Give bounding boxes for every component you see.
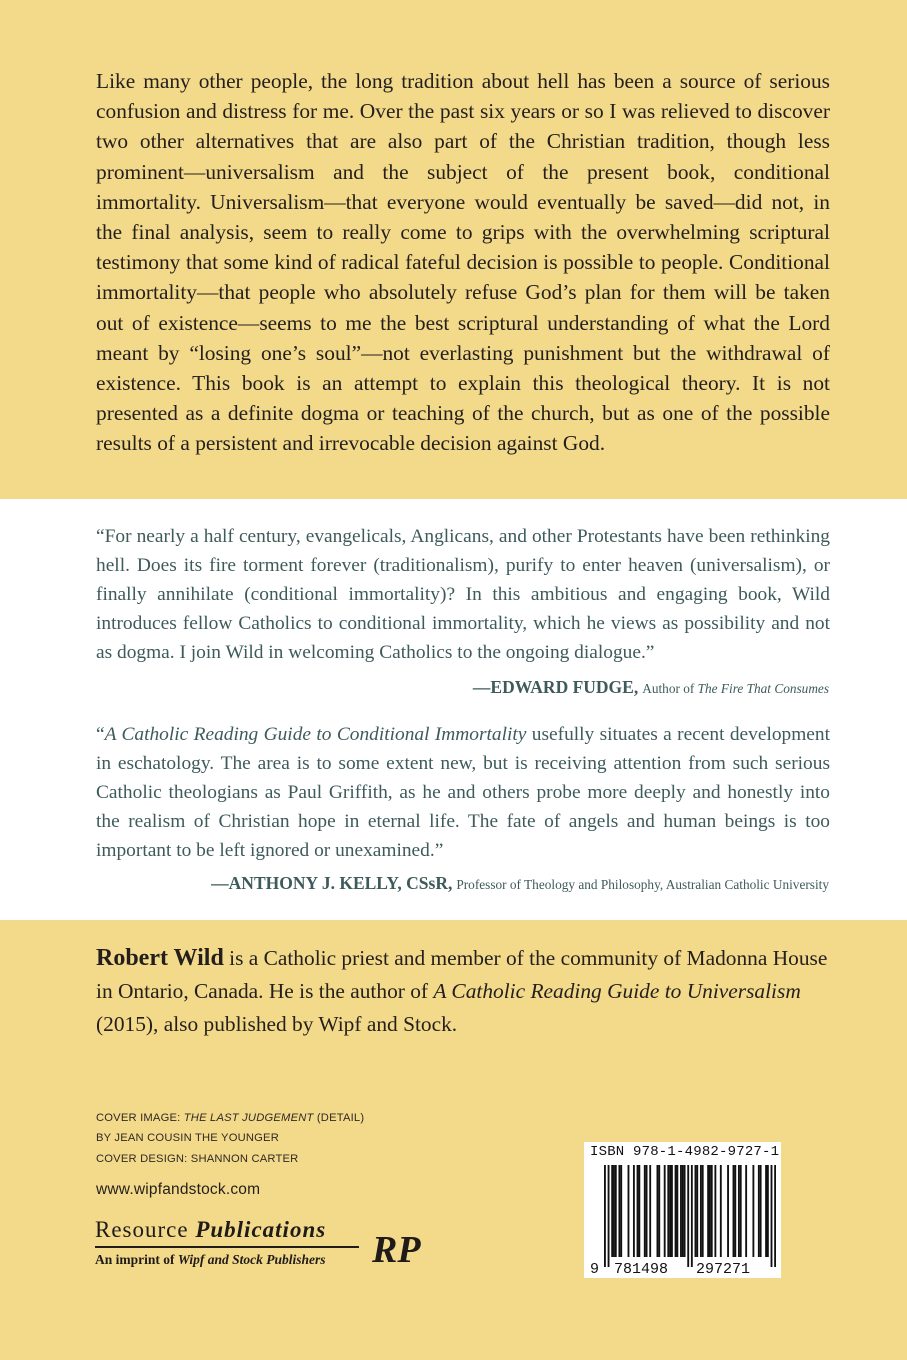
author-bio: Robert Wild is a Catholic priest and member of the community of Madonna House in Ontario, Canada. He is the author of A Catholic Reading Guide to Universalism (2015), also published by Wipf and Stock. [96,945,828,1036]
endorsement-quote-fudge: “For nearly a half century, evangelicals, Anglicans, and other Protestants have been rethinking hell. Does its fire torment forever (traditionalism), purify to enter heaven (universalism), or finally annihilate (conditional immortality)? In this ambitious and engaging book, Wild introduces fellow Catholics to conditional immortality, which he views as possibility and not as dogma. I join Wild in welcoming Catholics to the ongoing dialogue.” [96,526,830,663]
barcode-bar [657,1165,659,1257]
barcode-bar [707,1165,709,1257]
barcode-bar [774,1165,776,1267]
barcode-bar [767,1165,769,1257]
barcode-bar [638,1165,640,1257]
barcode-bar [671,1165,673,1257]
barcode-bar [714,1165,716,1257]
barcode-bar [733,1165,735,1257]
isbn-first-digit: 9 [590,1261,600,1275]
cover-image-artist: BY JEAN COUSIN THE YOUNGER [96,1132,279,1145]
barcode-bar [664,1165,666,1257]
book-description: Like many other people, the long tradition about hell has been a source of serious confusion and distress for me. Over the past six years or so I was relieved to discover two other alternatives that are also part of the Christian tradition, though less prominent—universalism and the subject of the present book, conditional immortality. Universalism—that everyone would eventually be saved—did not, in the final analysis, seem to really come to grips with the overwhelming scriptural testimony that some kind of radical fateful decision is possible to people. Conditional immortality—that people who absolutely refuse God’s plan for them will be taken out of existence—seems to me the best scriptural understanding of what the Lord meant by “losing one’s soul”—not everlasting punishment but the withdrawal of existence. This book is an attempt to explain this theological theory. It is not presented as a definite dogma or teaching of the church, but as one of the possible results of a persistent and irrevocable decision against God. [96,69,830,456]
endorser-name: —EDWARD FUDGE, [472,677,639,697]
endorsement-attribution-fudge [473,677,829,698]
endorsement-attribution-kelly [211,873,829,894]
barcode-bar [611,1165,613,1257]
barcode-bar [738,1165,740,1257]
endorser-role: Professor of Theology and Philosophy, Australian Catholic University [456,877,829,892]
author-name: Robert Wild [96,945,224,971]
barcode-icon [590,1165,776,1275]
barcode-bar [676,1165,678,1257]
barcode-bar [740,1165,742,1257]
barcode-bar [649,1165,651,1257]
barcode-bar [709,1165,711,1257]
barcode-bar [771,1165,773,1267]
barcode-bar [680,1165,682,1257]
barcode-bar [644,1165,646,1257]
barcode-bar [615,1165,617,1257]
barcode-bar [687,1165,689,1267]
isbn-left-group: 781498 [614,1261,669,1275]
cover-design-credit: COVER DESIGN: SHANNON CARTER [96,1152,299,1165]
barcode-bars [604,1165,776,1267]
barcode-bar [760,1165,762,1257]
barcode-bar [637,1165,639,1257]
barcode-bar [608,1165,610,1267]
cover-credits [96,1108,364,1169]
isbn-right-group: 297271 [696,1261,751,1275]
barcode-bar [720,1165,722,1257]
publisher-website: www.wipfandstock.com [96,1181,261,1198]
barcode-bar [758,1165,760,1257]
publisher-imprint: An imprint of Wipf and Stock Publishers [95,1251,326,1267]
barcode-bar [695,1165,697,1257]
isbn-label: ISBN 978-1-4982-9727-1 [590,1144,780,1160]
barcode-bar [696,1165,698,1257]
barcode-bar [691,1165,693,1267]
publisher-logo [95,1217,365,1268]
endorsement-quote-kelly: “A Catholic Reading Guide to Conditional Immortality usefully situates a recent development in eschatology. The area is to some extent new, but is receiving attention from such serious Catholic theologians as Paul Griffith, as he and others probe more deeply and honestly into the realism of Christian hope in eternal life. The fate of angels and human beings is too important to be left ignored or unexamined.” [96,724,830,861]
barcode-bar [700,1165,702,1257]
barcode-bar [711,1165,713,1257]
barcode-bar [646,1165,648,1257]
rp-logo-text: RP [372,1229,421,1271]
barcode-bar [702,1165,704,1257]
barcode-bar [620,1165,622,1257]
publisher-name: Resource Publications [95,1217,327,1242]
barcode-bar [682,1165,684,1257]
barcode-bar [765,1165,767,1257]
barcode-bar [684,1165,686,1257]
barcode-bar [667,1165,669,1257]
endorser-role: Author of The Fire That Consumes [642,681,829,696]
barcode-bar [628,1165,630,1257]
barcode-bar [633,1165,635,1257]
barcode-bar [675,1165,677,1257]
publisher-rule [95,1246,359,1248]
rp-logo-icon [370,1222,428,1274]
barcode-bar [618,1165,620,1257]
barcode-bar [669,1165,671,1257]
barcode-bar [734,1165,736,1257]
endorser-name: —ANTHONY J. KELLY, CSsR, [211,873,453,893]
barcode-bar [658,1165,660,1257]
barcode-bar [604,1165,606,1267]
barcode-bar [745,1165,747,1257]
barcode-bar [752,1165,754,1257]
barcode-bar [613,1165,615,1257]
barcode-bar [727,1165,729,1257]
cover-image-credit: COVER IMAGE: THE LAST JUDGEMENT (DETAIL) [96,1112,365,1124]
